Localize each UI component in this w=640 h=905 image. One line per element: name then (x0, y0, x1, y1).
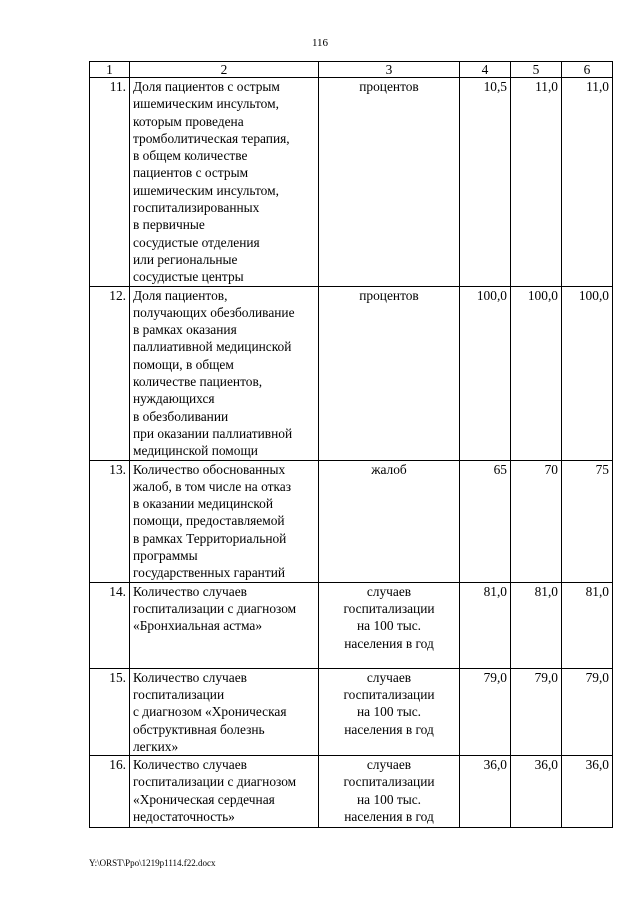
indicator-name-line: или региональные (133, 251, 238, 267)
indicator-name-line: «Хроническая сердечная (133, 791, 275, 807)
indicator-name-line: в общем количестве (133, 148, 248, 164)
indicator-name-line: госпитализации (133, 686, 225, 702)
column-header: 3 (319, 62, 460, 78)
page-number: 116 (311, 37, 329, 49)
indicator-name-line: государственных гарантий (133, 565, 286, 581)
row-number: 11. (90, 78, 130, 287)
file-path-footer: Y:\ORST\Ppo\1219p1114.f22.docx (89, 858, 216, 868)
indicator-name-line: Доля пациентов, (133, 287, 228, 303)
indicator-name-line: недостаточность» (133, 808, 235, 824)
row-number: 14. (90, 582, 130, 668)
row-number: 13. (90, 460, 130, 582)
table-row (90, 756, 613, 828)
indicator-name-line: медицинской помощи (133, 443, 258, 459)
value-v2: 11,0 (511, 78, 562, 287)
indicator-name-line: ишемическим инсультом, (133, 182, 279, 198)
indicator-name-line: госпитализации с диагнозом (133, 600, 297, 616)
column-header: 2 (130, 62, 319, 78)
value-v3: 100,0 (562, 286, 613, 460)
unit-line: на 100 тыс. (356, 618, 422, 634)
table-row (90, 582, 613, 668)
indicator-name-line: легких» (133, 738, 179, 754)
unit (319, 286, 460, 460)
value-v2: 36,0 (511, 756, 562, 828)
indicator-name-line: помощи, предоставляемой (133, 513, 285, 529)
value-v2: 81,0 (511, 582, 562, 668)
value-v1: 36,0 (460, 756, 511, 828)
value-v1: 79,0 (460, 668, 511, 755)
value-v2: 79,0 (511, 668, 562, 755)
indicator-name-line: в оказании медицинской (133, 496, 274, 512)
unit (319, 756, 460, 828)
indicator-name-line: обструктивная болезнь (133, 721, 265, 737)
unit-line: процентов (359, 287, 419, 303)
indicator-name-line: в рамках оказания (133, 322, 237, 338)
unit-line: процентов (359, 79, 419, 94)
table-row (90, 668, 613, 755)
indicators-table (89, 61, 613, 828)
indicator-name (130, 286, 319, 460)
unit (319, 668, 460, 755)
indicator-name-line: пациентов с острым (133, 165, 249, 181)
header-row (90, 62, 613, 78)
indicator-name (130, 582, 319, 668)
indicator-name-line: госпитализированных (133, 200, 260, 216)
value-v3: 75 (562, 460, 613, 582)
indicator-name-line: паллиативной медицинской (133, 339, 292, 355)
indicator-name (130, 78, 319, 287)
unit (319, 582, 460, 668)
value-v1: 10,5 (460, 78, 511, 287)
unit-line: населения в год (344, 635, 434, 651)
indicator-name-line: которым проведена (133, 113, 244, 129)
column-header: 5 (511, 62, 562, 78)
value-v3: 79,0 (562, 668, 613, 755)
unit-line: жалоб (371, 461, 407, 477)
table-row (90, 78, 613, 287)
unit-line: случаев (366, 757, 412, 773)
unit (319, 78, 460, 287)
unit-line: на 100 тыс. (356, 704, 422, 720)
unit-line: случаев (366, 669, 412, 685)
value-v2: 100,0 (511, 286, 562, 460)
value-v1: 65 (460, 460, 511, 582)
unit-line: госпитализации (343, 774, 435, 790)
indicator-name-line: тромболитическая терапия, (133, 130, 290, 146)
value-v2: 70 (511, 460, 562, 582)
indicator-name-line: программы (133, 548, 198, 564)
indicator-name-line: «Бронхиальная астма» (133, 618, 263, 634)
table-row (90, 286, 613, 460)
unit-line: населения в год (344, 721, 434, 737)
indicator-name-line: Количество случаев (133, 757, 247, 773)
indicator-name-line: количестве пациентов, (133, 374, 263, 390)
value-v1: 100,0 (460, 286, 511, 460)
value-v3: 36,0 (562, 756, 613, 828)
row-number: 16. (90, 756, 130, 828)
indicator-name (130, 668, 319, 755)
unit-line: населения в год (344, 808, 434, 824)
value-v3: 81,0 (562, 582, 613, 668)
indicator-name-line: помощи, в общем (133, 356, 234, 372)
unit-line: госпитализации (343, 600, 435, 616)
table-row (90, 460, 613, 582)
column-header: 6 (562, 62, 613, 78)
unit-line: госпитализации (343, 686, 435, 702)
indicator-name-line: госпитализации с диагнозом (133, 774, 297, 790)
indicator-name-line: сосудистые отделения (133, 234, 260, 250)
row-number: 15. (90, 668, 130, 755)
column-header: 1 (90, 62, 130, 78)
unit-line: на 100 тыс. (356, 791, 422, 807)
column-header: 4 (460, 62, 511, 78)
indicator-name-line: в рамках Территориальной (133, 530, 287, 546)
value-v3: 11,0 (562, 78, 613, 287)
unit (319, 460, 460, 582)
indicator-name-line: при оказании паллиативной (133, 425, 293, 441)
indicator-name-line: Количество случаев (133, 583, 247, 599)
indicator-name-line: получающих обезболивание (133, 304, 295, 320)
indicator-name (130, 460, 319, 582)
indicator-name-line: в первичные (133, 217, 205, 233)
unit-line: случаев (366, 583, 412, 599)
indicator-name-line: Количество обоснованных (133, 461, 286, 477)
value-v1: 81,0 (460, 582, 511, 668)
indicator-name-line: в обезболивании (133, 408, 229, 424)
indicator-name-line: нуждающихся (133, 391, 215, 407)
indicator-name-line: Количество случаев (133, 669, 247, 685)
indicator-name-line: Доля пациентов с острым (133, 79, 280, 94)
indicator-name-line: ишемическим инсультом, (133, 96, 279, 112)
indicator-name-line: с диагнозом «Хроническая (133, 704, 287, 720)
indicator-name-line: жалоб, в том числе на отказ (133, 478, 291, 494)
indicator-name-line: сосудистые центры (133, 269, 244, 285)
indicator-name (130, 756, 319, 828)
row-number: 12. (90, 286, 130, 460)
